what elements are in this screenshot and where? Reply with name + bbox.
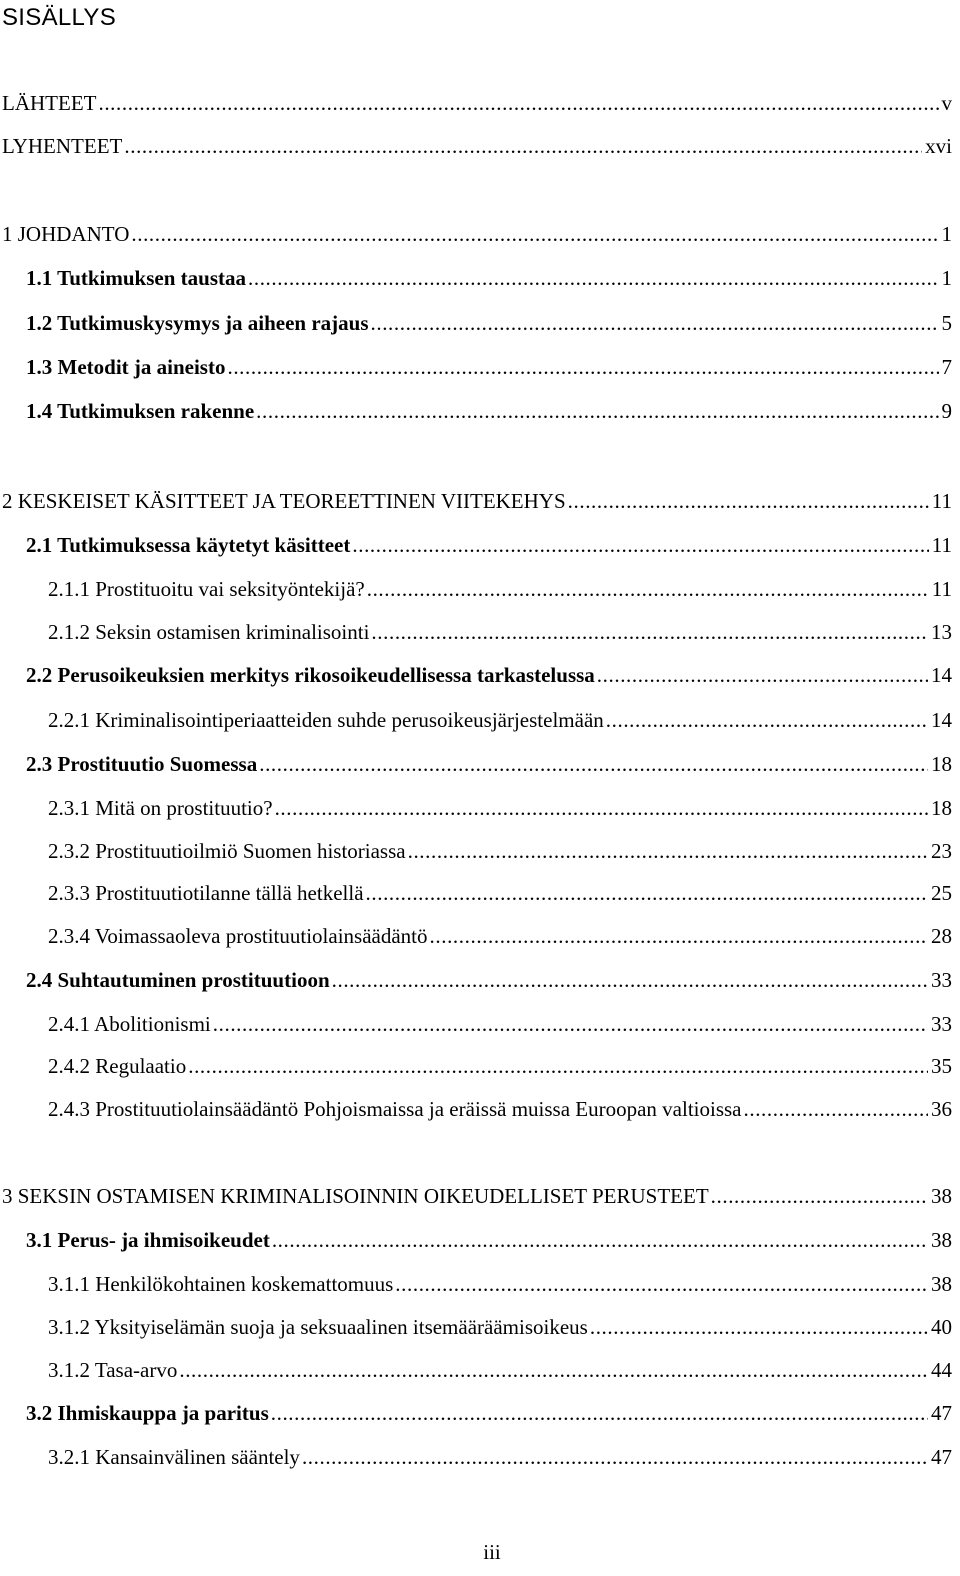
dot-leader bbox=[131, 222, 938, 247]
toc-entry-subsection-3-2-1[interactable] bbox=[48, 1445, 952, 1475]
dot-leader bbox=[302, 1445, 928, 1470]
toc-entry-title: 2 KESKEISET KÄSITTEET JA TEOREETTINEN VIITEKEHYS bbox=[2, 489, 566, 513]
toc-entry-page: 35 bbox=[931, 1054, 952, 1078]
toc-entry-title: 3.1.1 Henkilökohtainen koskemattomuus bbox=[48, 1272, 394, 1296]
toc-entry-page: 7 bbox=[941, 355, 952, 379]
dot-leader bbox=[248, 266, 939, 291]
toc-entry-subsection-2-1-2[interactable] bbox=[48, 620, 952, 650]
toc-entry-section-2-1[interactable] bbox=[26, 533, 952, 563]
toc-entry-page: 25 bbox=[931, 881, 952, 905]
toc-entry-page: 33 bbox=[931, 1012, 952, 1036]
toc-entry-title: 2.4.2 Regulaatio bbox=[48, 1054, 187, 1078]
toc-entry-section-1-2[interactable] bbox=[26, 311, 952, 341]
toc-entry-page: 13 bbox=[931, 620, 952, 644]
toc-entry-section-2-3[interactable] bbox=[26, 752, 952, 782]
toc-entry-subsection-2-3-1[interactable] bbox=[48, 796, 952, 826]
toc-entry-page: xvi bbox=[925, 134, 952, 158]
toc-entry-section-2-2[interactable] bbox=[26, 663, 952, 693]
toc-entry-subsection-3-1-2b[interactable] bbox=[48, 1358, 952, 1388]
dot-leader bbox=[430, 924, 928, 949]
dot-leader bbox=[272, 1228, 928, 1253]
toc-entry-subsection-3-1-1[interactable] bbox=[48, 1272, 952, 1302]
toc-entry-subsection-2-4-2[interactable] bbox=[48, 1054, 952, 1084]
toc-entry-page: 14 bbox=[931, 663, 952, 687]
toc-entry-section-3-2[interactable] bbox=[26, 1401, 952, 1431]
toc-entry-page: 44 bbox=[931, 1358, 952, 1382]
toc-entry-title: 2.3.4 Voimassaoleva prostituutiolainsäädäntö bbox=[48, 924, 428, 948]
toc-entry-page: 38 bbox=[931, 1184, 952, 1208]
dot-leader bbox=[259, 752, 928, 777]
toc-entry-subsection-2-3-4[interactable] bbox=[48, 924, 952, 954]
toc-entry-title: LÄHTEET bbox=[2, 91, 97, 115]
dot-leader bbox=[98, 91, 938, 116]
dot-leader bbox=[179, 1358, 928, 1383]
toc-entry-page: 47 bbox=[931, 1401, 952, 1425]
toc-entry-subsection-2-1-1[interactable] bbox=[48, 577, 952, 607]
dot-leader bbox=[568, 489, 929, 514]
toc-entry-subsection-2-3-3[interactable] bbox=[48, 881, 952, 911]
toc-entry-page: 36 bbox=[931, 1097, 952, 1121]
dot-leader bbox=[606, 708, 928, 733]
dot-leader bbox=[275, 796, 928, 821]
dot-leader bbox=[408, 839, 928, 864]
toc-entry-chapter-3[interactable] bbox=[2, 1184, 952, 1214]
dot-leader bbox=[213, 1012, 928, 1037]
dot-leader bbox=[124, 134, 922, 159]
dot-leader bbox=[256, 399, 938, 424]
toc-entry-page: 9 bbox=[941, 399, 952, 423]
toc-entry-subsection-2-2-1[interactable] bbox=[48, 708, 952, 738]
toc-entry-subsection-2-4-3[interactable] bbox=[48, 1097, 952, 1127]
toc-entry-section-1-4[interactable] bbox=[26, 399, 952, 429]
toc-entry-lahteet[interactable] bbox=[2, 91, 952, 121]
toc-entry-page: 33 bbox=[931, 968, 952, 992]
dot-leader bbox=[744, 1097, 929, 1122]
toc-entry-title: 3.1.2 Tasa-arvo bbox=[48, 1358, 178, 1382]
toc-entry-title: 1.3 Metodit ja aineisto bbox=[26, 355, 226, 379]
toc-entry-subsection-3-1-2a[interactable] bbox=[48, 1315, 952, 1345]
dot-leader bbox=[271, 1401, 928, 1426]
toc-entry-title: 1.4 Tutkimuksen rakenne bbox=[26, 399, 255, 423]
toc-entry-section-1-3[interactable] bbox=[26, 355, 952, 385]
dot-leader bbox=[597, 663, 928, 688]
toc-entry-page: 18 bbox=[931, 752, 952, 776]
dot-leader bbox=[395, 1272, 928, 1297]
dot-leader bbox=[227, 355, 938, 380]
toc-entry-lyhenteet[interactable] bbox=[2, 134, 952, 164]
toc-entry-page: 40 bbox=[931, 1315, 952, 1339]
dot-leader bbox=[590, 1315, 928, 1340]
toc-entry-page: 28 bbox=[931, 924, 952, 948]
page-title: SISÄLLYS bbox=[2, 4, 117, 31]
toc-entry-title: 2.3.2 Prostituutioilmiö Suomen historiassa bbox=[48, 839, 406, 863]
toc-entry-title: 1.2 Tutkimuskysymys ja aiheen rajaus bbox=[26, 311, 369, 335]
toc-entry-title: 3.2 Ihmiskauppa ja paritus bbox=[26, 1401, 269, 1425]
toc-entry-title: 2.1.2 Seksin ostamisen kriminalisointi bbox=[48, 620, 370, 644]
toc-entry-page: 1 bbox=[941, 266, 952, 290]
toc-entry-title: 2.3.3 Prostituutiotilanne tällä hetkellä bbox=[48, 881, 364, 905]
toc-entry-title: 2.2 Perusoikeuksien merkitys rikosoikeudellisessa tarkastelussa bbox=[26, 663, 595, 687]
toc-entry-page: 1 bbox=[941, 222, 952, 246]
toc-entry-page: 47 bbox=[931, 1445, 952, 1469]
toc-entry-title: 2.4 Suhtautuminen prostituutioon bbox=[26, 968, 330, 992]
toc-entry-page: 18 bbox=[931, 796, 952, 820]
toc-entry-title: 1.1 Tutkimuksen taustaa bbox=[26, 266, 246, 290]
toc-entry-page: 38 bbox=[931, 1228, 952, 1252]
toc-entry-page: 5 bbox=[941, 311, 952, 335]
toc-entry-page: 11 bbox=[931, 533, 952, 557]
toc-entry-title: 2.1.1 Prostituoitu vai seksityöntekijä? bbox=[48, 577, 365, 601]
toc-entry-chapter-1[interactable] bbox=[2, 222, 952, 252]
dot-leader bbox=[188, 1054, 928, 1079]
toc-entry-title: 1 JOHDANTO bbox=[2, 222, 130, 246]
toc-entry-title: 3.1 Perus- ja ihmisoikeudet bbox=[26, 1228, 270, 1252]
toc-entry-title: 3.2.1 Kansainvälinen sääntely bbox=[48, 1445, 300, 1469]
toc-entry-title: 2.4.1 Abolitionismi bbox=[48, 1012, 211, 1036]
toc-entry-page: 14 bbox=[931, 708, 952, 732]
toc-entry-chapter-2[interactable] bbox=[2, 489, 952, 519]
dot-leader bbox=[367, 577, 929, 602]
page-number: iii bbox=[483, 1540, 501, 1564]
toc-entry-page: 38 bbox=[931, 1272, 952, 1296]
toc-entry-page: v bbox=[941, 91, 952, 115]
dot-leader bbox=[711, 1184, 928, 1209]
dot-leader bbox=[371, 311, 939, 336]
dot-leader bbox=[371, 620, 928, 645]
toc-entry-section-1-1[interactable] bbox=[26, 266, 952, 296]
toc-entry-title: 2.3.1 Mitä on prostituutio? bbox=[48, 796, 273, 820]
toc-entry-page: 11 bbox=[931, 489, 952, 513]
toc-entry-subsection-2-4-1[interactable] bbox=[48, 1012, 952, 1042]
toc-entry-page: 11 bbox=[931, 577, 952, 601]
toc-entry-title: 2.2.1 Kriminalisointiperiaatteiden suhde perusoikeusjärjestelmään bbox=[48, 708, 604, 732]
toc-entry-section-2-4[interactable] bbox=[26, 968, 952, 998]
toc-entry-page: 23 bbox=[931, 839, 952, 863]
toc-entry-title: 2.4.3 Prostituutiolainsäädäntö Pohjoismaissa ja eräissä muissa Euroopan valtioissa bbox=[48, 1097, 742, 1121]
toc-entry-title: 3.1.2 Yksityiselämän suoja ja seksuaalinen itsemääräämisoikeus bbox=[48, 1315, 588, 1339]
toc-entry-title: LYHENTEET bbox=[2, 134, 123, 158]
toc-entry-title: 3 SEKSIN OSTAMISEN KRIMINALISOINNIN OIKEUDELLISET PERUSTEET bbox=[2, 1184, 709, 1208]
dot-leader bbox=[332, 968, 928, 993]
toc-entry-section-3-1[interactable] bbox=[26, 1228, 952, 1258]
dot-leader bbox=[366, 881, 928, 906]
toc-entry-title: 2.1 Tutkimuksessa käytetyt käsitteet bbox=[26, 533, 351, 557]
dot-leader bbox=[352, 533, 928, 558]
toc-entry-title: 2.3 Prostituutio Suomessa bbox=[26, 752, 258, 776]
toc-entry-subsection-2-3-2[interactable] bbox=[48, 839, 952, 869]
